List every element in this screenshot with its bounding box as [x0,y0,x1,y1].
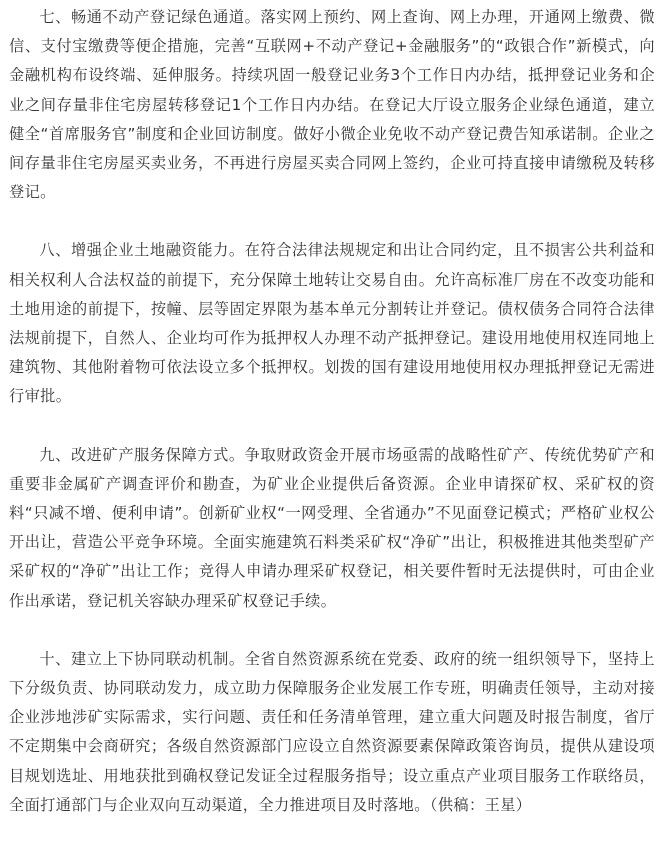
article-body [9,3,655,820]
paragraph-8-land-financing: 八、增强企业土地融资能力。在符合法律法规规定和出让合同约定，且不损害公共利益和相关权利人合法权益的前提下，充分保障土地转让交易自由。允许高标准厂房在不改变功能和土地用途的前提下，按幢、层等固定界限为基本单元分割转让并登记。债权债务合同符合法律法规前提下，自然人、企业均可作为抵押权人办理不动产抵押登记。建设用地使用权连同地上建筑物、其他附着物可依法设立多个抵押权。划拨的国有建设用地使用权办理抵押登记无需进行审批。 [9,241,655,406]
paragraph-10-coordination-mechanism: 十、建立上下协同联动机制。全省自然资源系统在党委、政府的统一组织领导下，坚持上下分级负责、协同联动发力，成立助力保障服务企业发展工作专班，明确责任领导，主动对接企业涉地涉矿实际需求，实行问题、责任和任务清单管理，建立重大问题及时报告制度，省厅不定期集中会商研究；各级自然资源部门应设立自然资源要素保障政策咨询员，提供从建设项目规划选址、用地获批到确权登记发证全过程服务指导；设立重点产业项目服务工作联络员，全面打通部门与企业双向互动渠道，全力推进项目及时落地。（供稿：王星） [9,649,655,814]
paragraph-9-mineral-services: 九、改进矿产服务保障方式。争取财政资金开展市场亟需的战略性矿产、传统优势矿产和重要非金属矿产调查评价和勘查，为矿业企业提供后备资源。企业申请探矿权、采矿权的资料“只减不增、便利申请”。创新矿业权“一网受理、全省通办”不见面登记模式；严格矿业权公开出让，营造公平竞争环境。全面实施建筑石料类采矿权“净矿”出让，积极推进其他类型矿产采矿权的“净矿”出让工作；竞得人申请办理采矿权登记，相关要件暂时无法提供时，可由企业作出承诺，登记机关容缺办理采矿权登记手续。 [9,445,655,610]
paragraph-7-green-channel: 七、畅通不动产登记绿色通道。落实网上预约、网上查询、网上办理，开通网上缴费、微信、支付宝缴费等便企措施，完善“互联网+不动产登记+金融服务”的“政银合作”新模式，向金融机构布设终端、延伸服务。持续巩固一般登记业务3个工作日内办结，抵押登记业务和企业之间存量非住宅房屋转移登记1个工作日内办结。在登记大厅设立服务企业绿色通道，建立健全“首席服务官”制度和企业回访制度。做好小微企业免收不动产登记费告知承诺制。企业之间存量非住宅房屋买卖业务，不再进行房屋买卖合同网上签约，企业可持直接申请缴税及转移登记。 [9,8,655,202]
